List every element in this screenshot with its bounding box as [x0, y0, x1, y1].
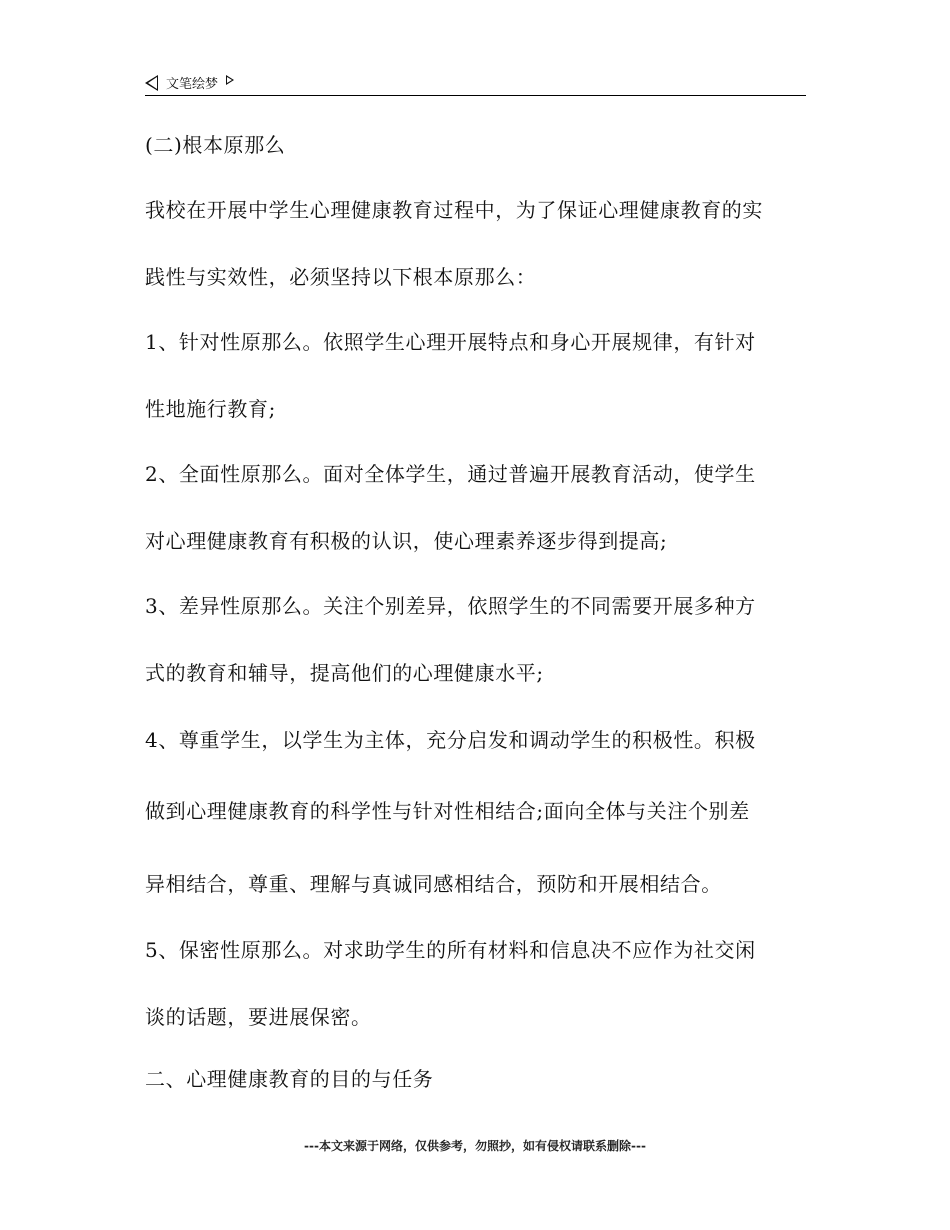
page-header [145, 70, 806, 96]
text-line: 异相结合，尊重、理解与真诚同感相结合，预防和开展相结合。 [145, 872, 722, 896]
footer-disclaimer: ---本文来源于网络，仅供参考，勿照抄，如有侵权请联系删除--- [304, 1139, 646, 1153]
section-heading: 二、心理健康教育的目的与任务 [145, 1067, 434, 1091]
text-line: 3、差异性原那么。关注个别差异，依照学生的不同需要开展多种方 [145, 594, 756, 618]
text-line: 谈的话题，要进展保密。 [145, 1005, 372, 1029]
text-line: 践性与实效性，必须坚持以下根本原那么： [145, 265, 537, 289]
text-line: 我校在开展中学生心理健康教育过程中，为了保证心理健康教育的实 [145, 198, 763, 222]
section-heading: (二)根本原那么 [145, 133, 286, 157]
header-brand-group [145, 73, 234, 92]
text-line: 式的教育和辅导，提高他们的心理健康水平; [145, 661, 544, 685]
text-line: 1、针对性原那么。依照学生心理开展特点和身心开展规律，有针对 [145, 330, 756, 354]
text-line: 对心理健康教育有积极的认识，使心理素养逐步得到提高; [145, 529, 668, 553]
header-brand: 文笔绘梦 [166, 77, 219, 92]
text-line: 做到心理健康教育的科学性与针对性相结合;面向全体与关注个别差 [145, 799, 750, 823]
text-line: 5、保密性原那么。对求助学生的所有材料和信息决不应作为社交闲 [145, 938, 756, 962]
triangle-right-icon [226, 75, 234, 85]
text-line: 2、全面性原那么。面对全体学生，通过普遍开展教育活动，使学生 [145, 462, 756, 486]
text-line: 4、尊重学生，以学生为主体，充分启发和调动学生的积极性。积极 [145, 728, 756, 752]
text-line: 性地施行教育; [145, 397, 276, 421]
triangle-left-icon [145, 75, 158, 91]
